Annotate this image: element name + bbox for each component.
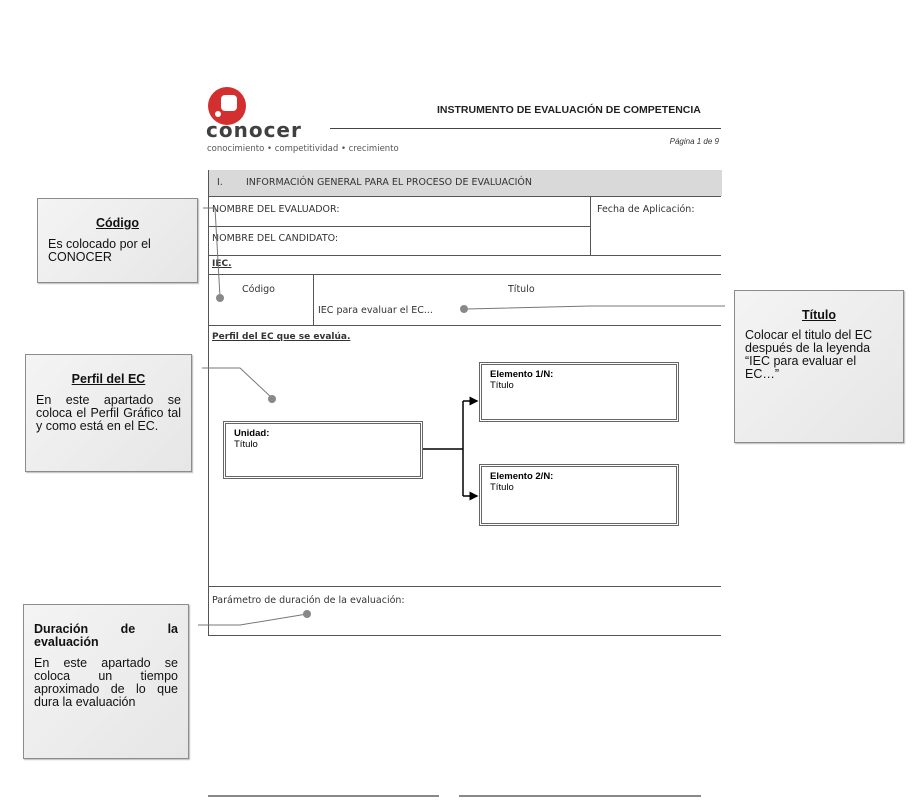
duration-pointer-line bbox=[198, 614, 307, 625]
signature-line-left bbox=[208, 795, 439, 797]
code-callout-body: Es colocado por el CONOCER bbox=[48, 237, 151, 264]
brand-name: conocer bbox=[206, 118, 302, 142]
document-title: INSTRUMENTO DE EVALUACIÓN DE COMPETENCIA bbox=[437, 104, 701, 116]
profile-callout bbox=[25, 354, 192, 472]
code-callout bbox=[37, 198, 198, 283]
element-heading: Elemento 2/N: bbox=[490, 471, 554, 482]
title-callout bbox=[734, 290, 904, 443]
application-date-field[interactable]: Fecha de Aplicación: bbox=[597, 204, 695, 215]
diagram-connectors bbox=[423, 401, 477, 496]
code-callout-title: Código bbox=[95, 216, 140, 230]
evaluator-name-field[interactable]: NOMBRE DEL EVALUADOR: bbox=[212, 204, 340, 215]
title-pointer-line bbox=[466, 306, 725, 309]
title-value-field[interactable]: IEC para evaluar el EC... bbox=[318, 305, 433, 316]
element-subtitle: Título bbox=[490, 482, 514, 493]
title-callout-title: Título bbox=[801, 308, 836, 322]
unit-heading: Unidad: bbox=[234, 428, 270, 439]
section-number: I. bbox=[217, 177, 223, 188]
element-subtitle: Título bbox=[490, 380, 514, 391]
duration-callout-body: En este apartado se coloca un tiempo aproximado de lo que dura la evaluación bbox=[34, 656, 178, 709]
profile-pointer-dot bbox=[268, 395, 276, 403]
page-indicator: Página 1 de 9 bbox=[669, 137, 719, 146]
brand-tagline: conocimiento • competitividad • crecimiento bbox=[207, 144, 399, 154]
profile-label: Perfil del EC que se evalúa. bbox=[212, 332, 351, 342]
candidate-name-field[interactable]: NOMBRE DEL CANDIDATO: bbox=[212, 233, 339, 244]
duration-pointer-dot bbox=[303, 610, 311, 618]
duration-callout-title: Duración de la evaluación bbox=[34, 622, 178, 649]
callout-pointers bbox=[198, 208, 725, 625]
title-pointer-dot bbox=[460, 305, 468, 313]
iec-label: IEC. bbox=[212, 259, 232, 269]
code-pointer-line bbox=[203, 208, 220, 297]
code-column-header: Código bbox=[242, 284, 275, 295]
profile-callout-body: En este apartado se coloca el Perfil Gráfico tal y como está en el EC. bbox=[36, 393, 181, 433]
title-callout-body: Colocar el titulo del EC después de la leyenda “IEC para evaluar el EC…” bbox=[745, 328, 873, 381]
unit-subtitle: Título bbox=[234, 439, 258, 450]
section-title: INFORMACIÓN GENERAL PARA EL PROCESO DE EVALUACIÓN bbox=[246, 177, 533, 188]
profile-pointer-line bbox=[202, 368, 272, 398]
element-heading: Elemento 1/N: bbox=[490, 369, 554, 380]
callout-dots bbox=[216, 294, 468, 618]
profile-callout-title: Perfil del EC bbox=[71, 372, 146, 386]
title-column-header: Título bbox=[508, 284, 535, 295]
code-pointer-dot bbox=[216, 294, 224, 302]
duration-callout bbox=[23, 604, 189, 759]
duration-field[interactable]: Parámetro de duración de la evaluación: bbox=[212, 595, 405, 606]
signature-line-right bbox=[459, 795, 701, 797]
